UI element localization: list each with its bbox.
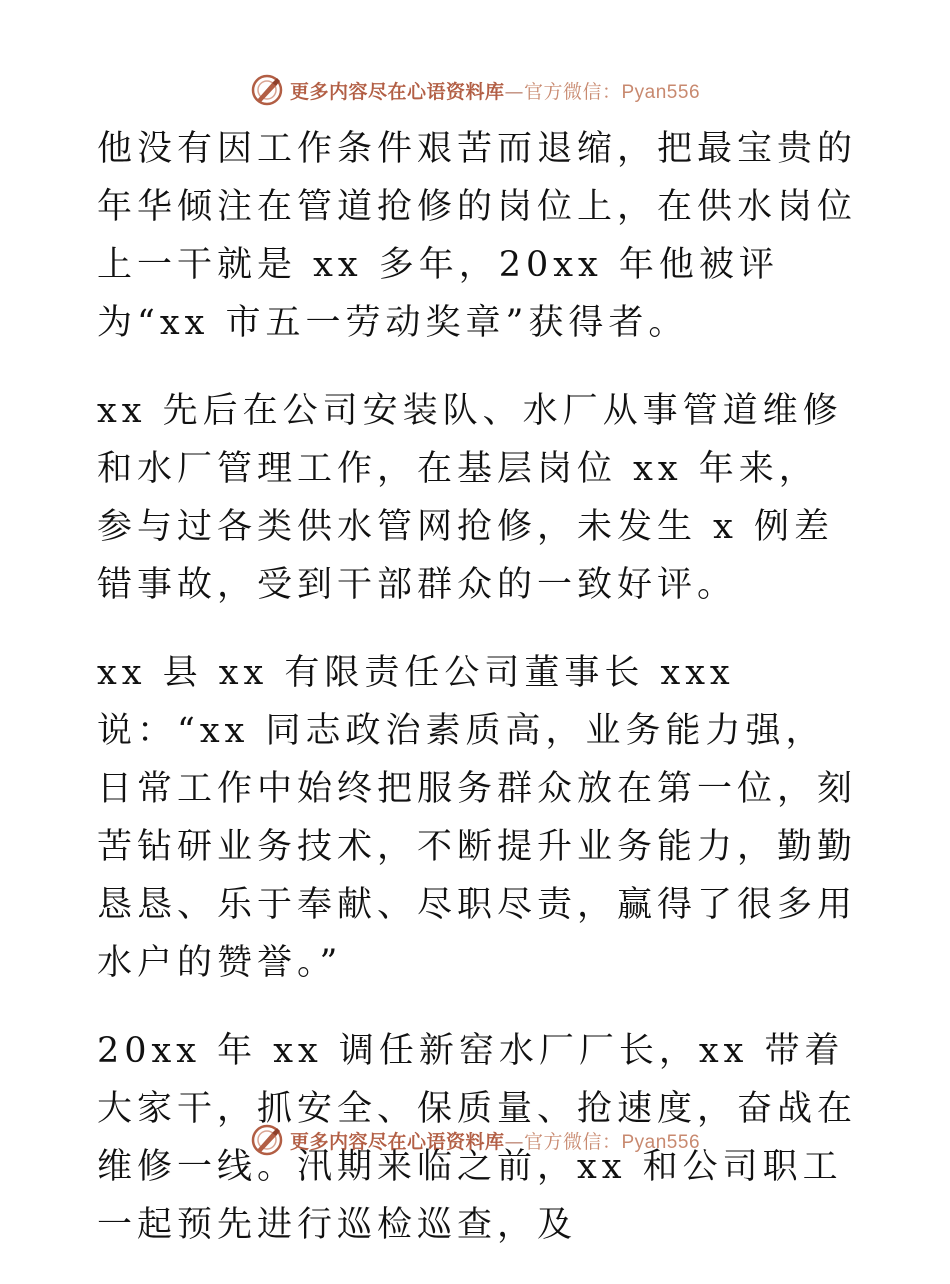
document-body (97, 120, 857, 1284)
watermark-main: 更多内容尽在心语资料库 (289, 80, 505, 103)
paragraph-3: xx 县 xx 有限责任公司董事长 xxx 说：“xx 同志政治素质高，业务能力强，日常工作中始终把服务群众放在第一位，刻苦钻研业务技术，不断提升业务能力，勤勤恳恳、乐于奉献、尽职尽责，赢得了很多用水户的赞誉。” (97, 653, 858, 983)
watermark-id: Pyan556 (621, 1131, 701, 1153)
footer-watermark (0, 1120, 950, 1160)
watermark-separator: — (504, 1130, 524, 1153)
watermark-main: 更多内容尽在心语资料库 (289, 1130, 505, 1153)
pen-logo-icon (250, 1123, 284, 1157)
pen-logo-icon (250, 73, 284, 107)
watermark-text (290, 1127, 700, 1154)
watermark-id: Pyan556 (621, 81, 701, 103)
watermark-label: 官方微信： (523, 1130, 622, 1153)
watermark-separator: — (504, 80, 524, 103)
paragraph-1: 他没有因工作条件艰苦而退缩，把最宝贵的年华倾注在管道抢修的岗位上，在供水岗位上一干就是 xx 多年，20xx 年他被评为“xx 市五一劳动奖章”获得者。 (97, 129, 858, 343)
header-watermark (0, 70, 950, 110)
watermark-text (290, 77, 700, 104)
paragraph-4: 20xx 年 xx 调任新窑水厂厂长，xx 带着大家干，抓安全、保质量、抢速度，奋战在维修一线。汛期来临之前，xx 和公司职工一起预先进行巡检巡查，及 (97, 1031, 858, 1245)
watermark-label: 官方微信： (523, 80, 622, 103)
paragraph-2: xx 先后在公司安装队、水厂从事管道维修和水厂管理工作，在基层岗位 xx 年来，参与过各类供水管网抢修，未发生 x 例差错事故，受到干部群众的一致好评。 (97, 391, 843, 605)
